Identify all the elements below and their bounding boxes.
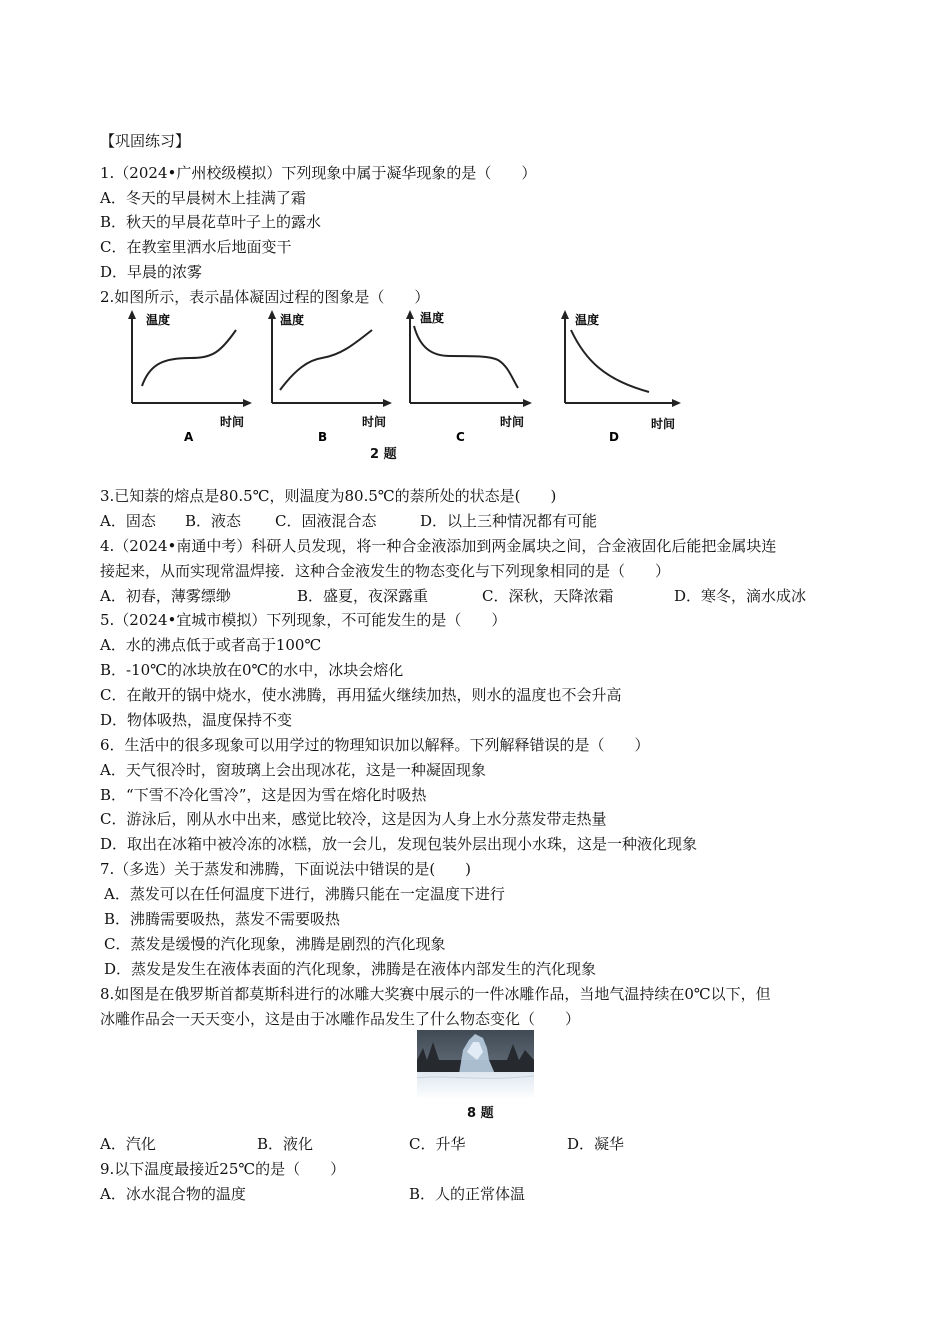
q5-option-d: D．物体吸热，温度保持不变: [100, 711, 293, 729]
q7-option-c: C．蒸发是缓慢的汽化现象，沸腾是剧烈的汽化现象: [104, 935, 446, 953]
y-label: 温度: [146, 313, 171, 327]
q7-option-b: B．沸腾需要吸热，蒸发不需要吸热: [104, 910, 341, 928]
q9-stem: 9.以下温度最接近25℃的是（ ）: [100, 1160, 346, 1178]
q3-option-b: B．液态: [185, 512, 242, 530]
q3-option-d: D．以上三种情况都有可能: [420, 512, 598, 530]
q8-option-a: A．汽化: [100, 1135, 156, 1153]
x-label: 时间: [362, 415, 387, 429]
q8-option-c: C．升华: [409, 1135, 466, 1153]
graph-label-d: D: [609, 430, 619, 443]
ice-sculpture-photo: [417, 1030, 534, 1100]
q6-option-c: C．游泳后，刚从水中出来，感觉比较冷，这是因为人身上水分蒸发带走热量: [100, 810, 607, 828]
q7-option-d: D．蒸发是发生在液体表面的汽化现象，沸腾是在液体内部发生的汽化现象: [104, 960, 597, 978]
q4-options: [100, 586, 806, 606]
x-label: 时间: [651, 417, 676, 431]
q4-stem-line1: 4.（2024•南通中考）科研人员发现，将一种合金液添加到两金属块之间，合金液固化后能把金属块连: [100, 537, 777, 555]
q8-stem-line1: 8.如图是在俄罗斯首都莫斯科进行的冰雕大奖赛中展示的一件冰雕作品，当地气温持续在0℃以下，但: [100, 985, 771, 1003]
graph-label-b: B: [318, 430, 328, 443]
q4-option-a: A．初春，薄雾缥缈: [100, 587, 231, 605]
graph-label-a: A: [184, 430, 194, 443]
q4-option-c: C．深秋，天降浓霜: [482, 587, 614, 605]
q8-options: [100, 1134, 624, 1154]
q6-option-d: D．取出在冰箱中被冷冻的冰糕，放一会儿，发现包装外层出现小水珠，这是一种液化现象: [100, 835, 698, 853]
q7-stem: 7.（多选）关于蒸发和沸腾，下面说法中错误的是( ): [100, 860, 472, 878]
q6-option-b: B．“下雪不冷化雪冷”，这是因为雪在熔化时吸热: [100, 786, 427, 804]
q1-option-c: C．在教室里洒水后地面变干: [100, 238, 292, 256]
q9-option-a: A．冰水混合物的温度: [100, 1185, 246, 1203]
figure-8-caption: 8 题: [467, 1106, 494, 1121]
graph-a: [120, 308, 260, 443]
q4-option-d: D．寒冬，滴水成冰: [674, 587, 807, 605]
curve-b: [280, 330, 372, 390]
q3-option-c: C．固液混合态: [275, 512, 377, 530]
y-label: 温度: [280, 313, 305, 327]
q6-stem: 6．生活中的很多现象可以用学过的物理知识加以解释。下列解释错误的是（ ）: [100, 736, 650, 754]
curve-a: [142, 330, 236, 386]
q3-option-a: A．固态: [100, 512, 156, 530]
figure-2-caption: 2 题: [370, 447, 397, 462]
q1-option-a: A．冬天的早晨树木上挂满了霜: [100, 189, 306, 207]
q4-stem-line2: 接起来，从而实现常温焊接．这种合金液发生的物态变化与下列现象相同的是（ ）: [100, 562, 671, 580]
q2-stem: 2.如图所示，表示晶体凝固过程的图象是（ ）: [100, 288, 430, 306]
q8-option-d: D．凝华: [567, 1135, 625, 1153]
q5-option-c: C．在敞开的锅中烧水，使水沸腾，再用猛火继续加热，则水的温度也不会升高: [100, 686, 622, 704]
q7-option-a: A．蒸发可以在任何温度下进行，沸腾只能在一定温度下进行: [104, 885, 505, 903]
curve-c: [414, 326, 518, 388]
graph-d: [555, 308, 695, 443]
q3-stem: 3.已知萘的熔点是80.5℃，则温度为80.5℃的萘所处的状态是( ): [100, 487, 557, 505]
section-heading: 【巩固练习】: [100, 132, 191, 150]
graph-label-c: C: [456, 430, 465, 443]
q1-option-d: D．早晨的浓雾: [100, 263, 203, 281]
q9-options: [100, 1184, 525, 1204]
q1-stem: 1.（2024•广州校级模拟）下列现象中属于凝华现象的是（ ）: [100, 164, 537, 182]
q5-option-b: B．-10℃的冰块放在0℃的水中，冰块会熔化: [100, 661, 404, 679]
q3-options: [100, 511, 597, 531]
y-label: 温度: [575, 313, 600, 327]
y-label: 温度: [420, 311, 445, 325]
curve-d: [571, 330, 649, 392]
graph-b: [260, 308, 400, 443]
q8-stem-line2: 冰雕作品会一天天变小，这是由于冰雕作品发生了什么物态变化（ ）: [100, 1010, 581, 1028]
x-label: 时间: [220, 415, 245, 429]
q4-option-b: B．盛夏，夜深露重: [297, 587, 429, 605]
q9-option-b: B．人的正常体温: [409, 1185, 526, 1203]
graph-c: [400, 308, 540, 443]
q8-option-b: B．液化: [257, 1135, 314, 1153]
q5-stem: 5.（2024•宜城市模拟）下列现象，不可能发生的是（ ）: [100, 611, 507, 629]
q6-option-a: A．天气很冷时，窗玻璃上会出现冰花，这是一种凝固现象: [100, 761, 486, 779]
x-label: 时间: [500, 415, 525, 429]
q5-option-a: A．水的沸点低于或者高于100℃: [100, 636, 322, 654]
q1-option-b: B．秋天的早晨花草叶子上的露水: [100, 213, 322, 231]
